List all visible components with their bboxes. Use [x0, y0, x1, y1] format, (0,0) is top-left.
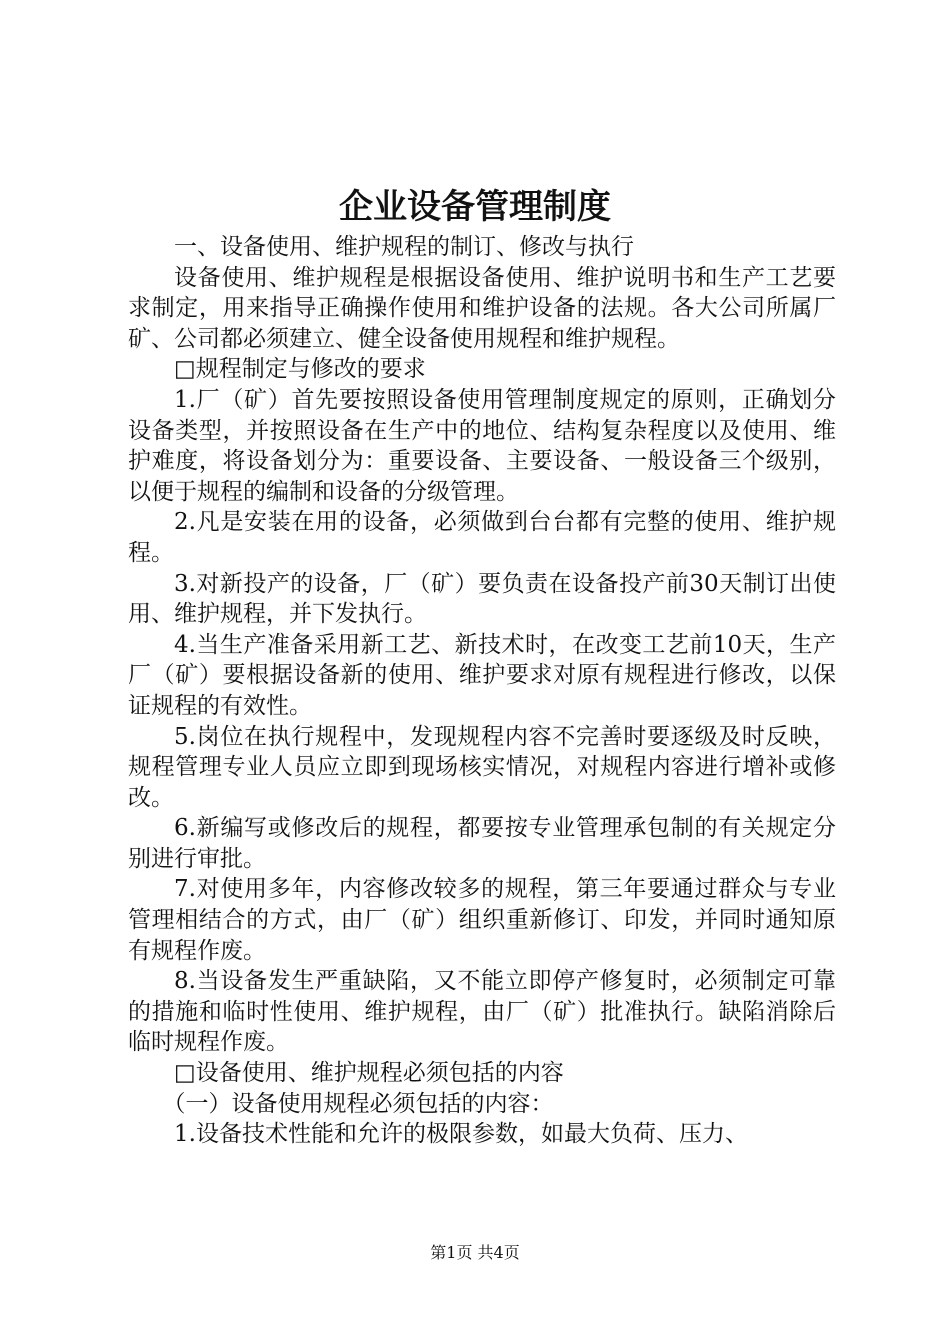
list-item: 3.对新投产的设备，厂（矿）要负责在设备投产前30天制订出使用、维护规程，并下发执行。 [128, 570, 836, 628]
list-item: 4.当生产准备采用新工艺、新技术时，在改变工艺前10天，生产厂（矿）要根据设备新的使用、维护要求对原有规程进行修改，以保证规程的有效性。 [128, 631, 836, 719]
list-item: 1.设备技术性能和允许的极限参数，如最大负荷、压力、 [174, 1121, 748, 1148]
section-heading: 一、设备使用、维护规程的制订、修改与执行 [174, 234, 634, 260]
list-item: 5.岗位在执行规程中，发现规程内容不完善时要逐级及时反映，规程管理专业人员应立即到现场核实情况，对规程内容进行增补或修改。 [128, 723, 836, 811]
list-item: 2.凡是安装在用的设备，必须做到台台都有完整的使用、维护规程。 [128, 509, 836, 566]
list-item: 8.当设备发生严重缺陷，又不能立即停产修复时，必须制定可靠的措施和临时性使用、维护规程，由厂（矿）批准执行。缺陷消除后临时规程作废。 [128, 968, 836, 1056]
document-body [128, 232, 836, 1150]
list-item: 6.新编写或修改后的规程，都要按专业管理承包制的有关规定分别进行审批。 [128, 815, 836, 872]
subsection-heading: □规程制定与修改的要求 [174, 356, 426, 383]
list-item: 1.厂（矿）首先要按照设备使用管理制度规定的原则，正确划分设备类型，并按照设备在生产中的地位、结构复杂程度以及使用、维护难度，将设备划分为：重要设备、主要设备、一般设备三个级别，以便于规程的编制和设备的分级管理。 [128, 386, 836, 505]
sub-heading: （一）设备使用规程必须包括的内容： [162, 1090, 554, 1117]
document-title: 企业设备管理制度 [339, 187, 611, 227]
page-footer: 第1页 共4页 [430, 1243, 520, 1262]
subsection-heading: □设备使用、维护规程必须包括的内容 [174, 1060, 564, 1087]
paragraph: 设备使用、维护规程是根据设备使用、维护说明书和生产工艺要求制定，用来指导正确操作使用和维护设备的法规。各大公司所属厂矿、公司都必须建立、健全设备使用规程和维护规程。 [128, 264, 836, 352]
list-item: 7.对使用多年，内容修改较多的规程，第三年要通过群众与专业管理相结合的方式，由厂（矿）组织重新修订、印发，并同时通知原有规程作废。 [128, 876, 836, 964]
